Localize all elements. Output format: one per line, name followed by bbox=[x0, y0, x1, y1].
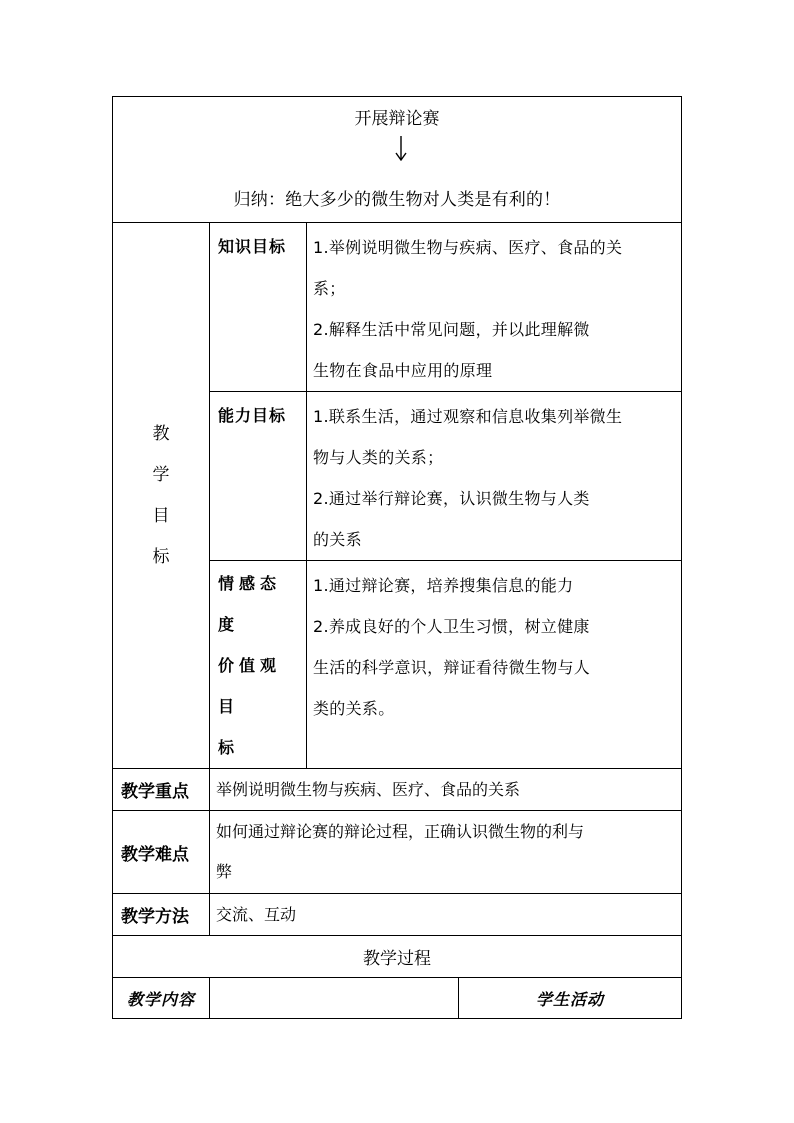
emotion-label-line: 情感态度 bbox=[218, 574, 282, 634]
difficulty-line: 如何通过辩论赛的辩论过程，正确认识微生物的利与 bbox=[216, 822, 585, 841]
objectives-label-char: 学 bbox=[152, 464, 170, 485]
emotion-line: 2.养成良好的个人卫生习惯，树立健康 bbox=[313, 617, 590, 636]
difficulty-label: 教学难点 bbox=[113, 811, 210, 894]
objectives-label-char: 目 bbox=[152, 505, 170, 526]
objectives-label-char: 标 bbox=[152, 546, 170, 567]
knowledge-line: 1.举例说明微生物与疾病、医疗、食品的关 bbox=[313, 238, 623, 257]
emotion-line: 1.通过辩论赛，培养搜集信息的能力 bbox=[313, 576, 574, 595]
down-arrow-icon bbox=[393, 135, 409, 161]
method-label: 教学方法 bbox=[113, 894, 210, 936]
difficulty-row bbox=[113, 811, 682, 894]
ability-objective-label: 能力目标 bbox=[210, 392, 307, 561]
lesson-plan-table bbox=[112, 96, 682, 1019]
emotion-line: 生活的科学意识，辩证看待微生物与人 bbox=[313, 658, 591, 677]
key-point-text: 举例说明微生物与疾病、医疗、食品的关系 bbox=[210, 769, 682, 811]
process-header-row bbox=[113, 978, 682, 1019]
debate-title: 开展辩论赛 bbox=[354, 109, 440, 129]
col-teaching-content: 教学内容 bbox=[113, 978, 210, 1019]
ability-line: 2.通过举行辩论赛，认识微生物与人类 bbox=[313, 489, 590, 508]
knowledge-line: 系； bbox=[313, 279, 346, 298]
debate-summary-cell bbox=[113, 97, 682, 223]
difficulty-line: 弊 bbox=[216, 862, 233, 881]
method-row bbox=[113, 894, 682, 936]
emotion-line: 类的关系。 bbox=[313, 699, 395, 718]
ability-objective-content bbox=[307, 392, 682, 561]
summary-text: 归纳：绝大多少的微生物对人类是有利的！ bbox=[233, 190, 561, 210]
ability-line: 物与人类的关系； bbox=[313, 448, 444, 467]
lesson-plan bbox=[112, 96, 681, 1019]
key-point-row bbox=[113, 769, 682, 811]
knowledge-line: 生物在食品中应用的原理 bbox=[313, 361, 493, 380]
process-title-row bbox=[113, 936, 682, 978]
objective-knowledge-row bbox=[113, 223, 682, 392]
objectives-label-char: 教 bbox=[152, 423, 170, 444]
difficulty-text bbox=[210, 811, 682, 894]
method-text: 交流、互动 bbox=[210, 894, 682, 936]
process-title: 教学过程 bbox=[113, 936, 682, 978]
col-student-activity: 学生活动 bbox=[459, 978, 682, 1019]
emotion-label-line: 价值观目 bbox=[218, 656, 282, 716]
debate-summary-row bbox=[113, 97, 682, 223]
objectives-group-label bbox=[113, 223, 210, 769]
key-point-label: 教学重点 bbox=[113, 769, 210, 811]
ability-line: 1.联系生活，通过观察和信息收集列举微生 bbox=[313, 407, 623, 426]
knowledge-line: 2.解释生活中常见问题，并以此理解微 bbox=[313, 320, 590, 339]
ability-line: 的关系 bbox=[313, 530, 362, 549]
knowledge-objective-label: 知识目标 bbox=[210, 223, 307, 392]
emotion-objective-label bbox=[210, 561, 307, 769]
emotion-objective-content bbox=[307, 561, 682, 769]
knowledge-objective-content bbox=[307, 223, 682, 392]
col-teacher-activity bbox=[210, 978, 459, 1019]
emotion-label-line: 标 bbox=[218, 738, 240, 757]
